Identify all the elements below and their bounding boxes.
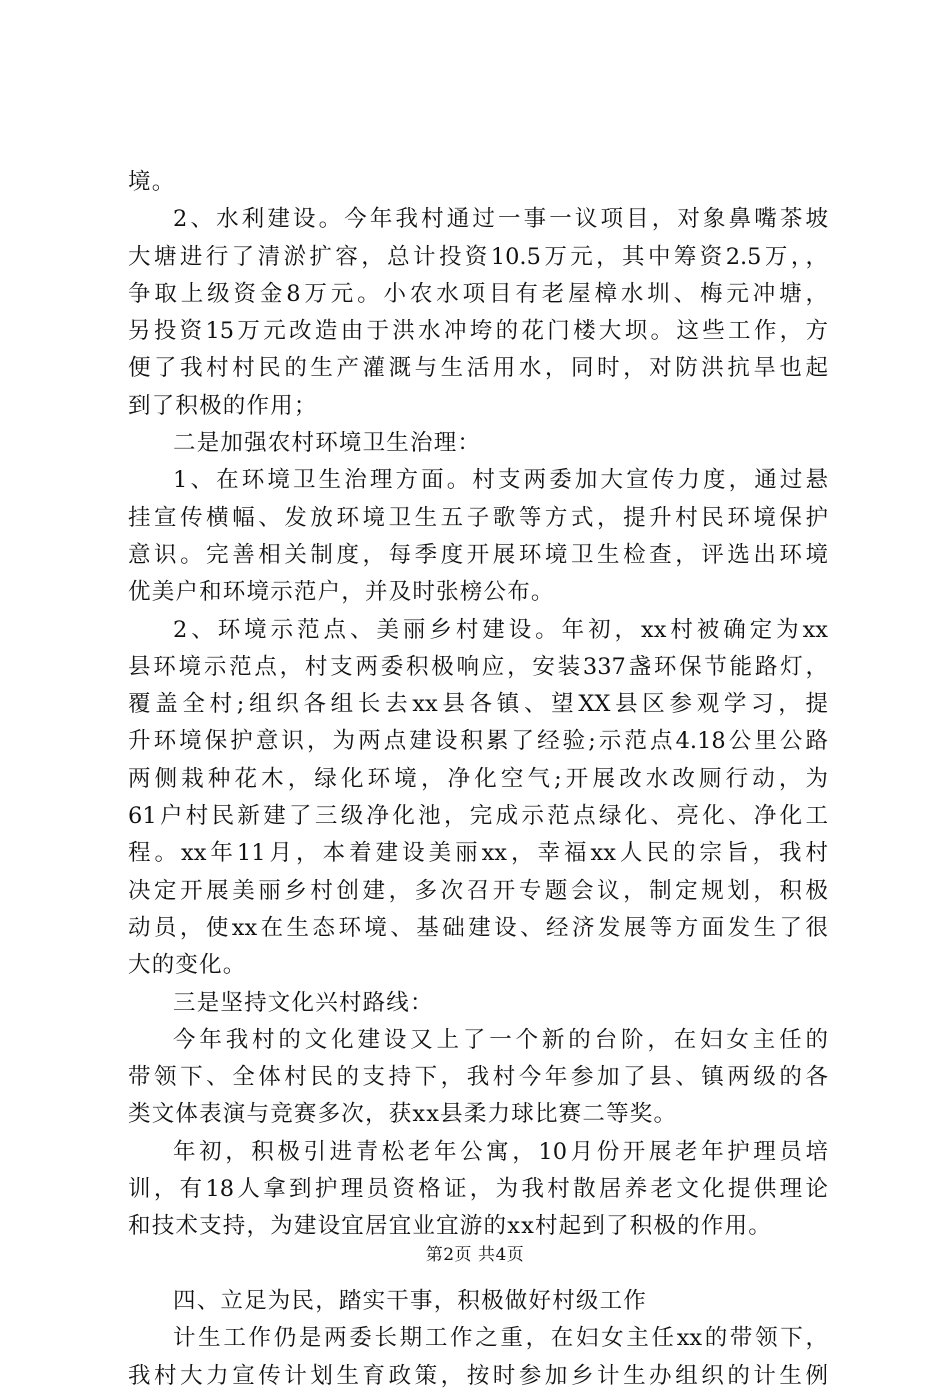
paragraph-line: 挂宣传横幅、发放环境卫生五子歌等方式，提升村民环境保护 [128, 504, 828, 531]
paragraph-line: 争取上级资金8万元。小农水项目有老屋樟水圳、梅元冲塘， [128, 280, 828, 307]
paragraph-line: 另投资15万元改造由于洪水冲垮的花门楼大坝。这些工作，方 [128, 318, 828, 345]
paragraph-line: 升环境保护意识，为两点建设积累了经验;示范点4.18公里公路 [128, 728, 828, 755]
paragraph-line: 境。 [128, 169, 176, 195]
paragraph-line: 61户村民新建了三级净化池，完成示范点绿化、亮化、净化工 [128, 803, 828, 830]
paragraph-line: 县环境示范点，村支两委积极响应，安装337盏环保节能路灯， [128, 653, 828, 680]
page-number-footer: 第2页 共4页 [425, 1245, 525, 1265]
paragraph-line: 意识。完善相关制度，每季度开展环境卫生检查，评选出环境 [128, 541, 828, 568]
paragraph-line: 到了积极的作用； [128, 392, 318, 419]
paragraph-line: 类文体表演与竞赛多次，获xx县柔力球比赛二等奖。 [128, 1101, 678, 1128]
paragraph-line: 大的变化。 [128, 952, 247, 979]
paragraph-line: 决定开展美丽乡村创建，多次召开专题会议，制定规划，积极 [128, 877, 828, 904]
section-heading: 三是坚持文化兴村路线： [173, 989, 434, 1016]
paragraph-line: 1、在环境卫生治理方面。村支两委加大宣传力度，通过悬 [173, 467, 828, 494]
section-heading: 四、立足为民，踏实干事，积极做好村级工作 [173, 1287, 648, 1314]
paragraph-line: 便了我村村民的生产灌溉与生活用水，同时，对防洪抗旱也起 [128, 355, 828, 382]
paragraph-line: 计生工作仍是两委长期工作之重，在妇女主任xx的带领下， [173, 1325, 828, 1352]
paragraph-line: 动员，使xx在生态环境、基础建设、经济发展等方面发生了很 [128, 914, 828, 941]
paragraph-line: 和技术支持，为建设宜居宜业宜游的xx村起到了积极的作用。 [128, 1213, 772, 1240]
paragraph-line: 2、水利建设。今年我村通过一事一议项目，对象鼻嘴茶坡 [173, 206, 828, 233]
paragraph-line: 我村大力宣传计划生育政策，按时参加乡计生办组织的计生例 [128, 1362, 828, 1389]
paragraph-line: 大塘进行了清淤扩容，总计投资10.5万元，其中筹资2.5万，， [128, 243, 828, 270]
paragraph-line: 今年我村的文化建设又上了一个新的台阶，在妇女主任的 [173, 1026, 828, 1053]
paragraph-line: 带领下、全体村民的支持下，我村今年参加了县、镇两级的各 [128, 1064, 828, 1091]
document-body [128, 164, 828, 1395]
paragraph-line: 2、环境示范点、美丽乡村建设。年初，xx村被确定为xx [173, 616, 828, 643]
paragraph-line: 覆盖全村;组织各组长去xx县各镇、望XX县区参观学习，提 [128, 691, 828, 718]
paragraph-line: 优美户和环境示范户，并及时张榜公布。 [128, 579, 555, 606]
paragraph-line: 训，有18人拿到护理员资格证，为我村散居养老文化提供理论 [128, 1176, 828, 1203]
paragraph-line: 年初，积极引进青松老年公寓，10月份开展老年护理员培 [173, 1138, 828, 1165]
paragraph-line: 两侧栽种花木，绿化环境，净化空气;开展改水改厕行动，为 [128, 765, 828, 792]
paragraph-line: 程。xx年11月，本着建设美丽xx，幸福xx人民的宗旨，我村 [128, 840, 828, 867]
section-heading: 二是加强农村环境卫生治理： [173, 430, 482, 457]
